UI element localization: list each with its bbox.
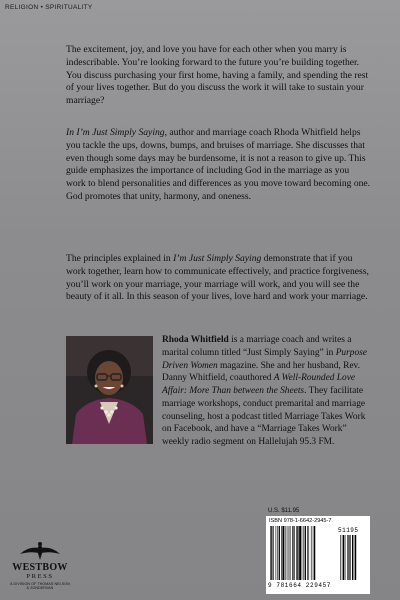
book-title-italic: In I’m Just Simply Saying	[66, 127, 165, 138]
blurb-paragraph-2: In I’m Just Simply Saying, author and marriage coach Rhoda Whitfield helps you tackle the ups, downs, bumps, and bruises of marriage. She discusses that even though some days may be burdensome, it is not a reason to give up. This guide emphasizes the importance of including God in the marriage as you work to blend personalities and differences as you move toward becoming one. God promotes that unity, harmony, and oneness.	[66, 127, 371, 202]
price-label: U.S. $11.95	[268, 508, 300, 514]
category-label: RELIGION • SPIRITUALITY	[5, 4, 93, 11]
publisher-name: WESTBOW	[12, 562, 68, 573]
publisher-sub: PRESS	[26, 573, 54, 580]
publisher-emblem-icon	[6, 540, 74, 564]
coauthored-book-title: A Well-Rounded Love Affair: More Than between the Sheets	[162, 373, 356, 397]
author-name: Rhoda Whitfield	[162, 335, 229, 345]
blurb-paragraph-3: The principles explained in I’m Just Simply Saying demonstrate that if you work together, learn how to communicate effectively, and practice forgiveness, you’ll work on your marriage, your marriage will work, and you will see the beauty of it all. In this season of your lives, love hard and work your marriage.	[66, 253, 369, 303]
publisher-tagline: A DIVISION OF THOMAS NELSON & ZONDERVAN	[10, 582, 70, 591]
barcode-bars-icon	[268, 526, 368, 582]
isbn-barcode	[266, 516, 370, 594]
isbn-text: ISBN 978-1-6642-2945-7	[269, 518, 332, 524]
publisher-logo	[6, 540, 74, 598]
barcode-digits: 9 781664 229457	[268, 582, 332, 589]
magazine-title: Purpose Driven Women	[162, 347, 367, 371]
blurb-paragraph-1: The excitement, joy, and love you have for each other when you marry is indescribable. You’re looking forward to the future you’re building together. You discuss purchasing your first home, having a family, and spending the rest of your lives together. But do you discuss the work it will take to sustain your marriage?	[66, 44, 369, 106]
author-photo	[66, 336, 153, 444]
book-title-italic: I’m Just Simply Saying	[173, 253, 262, 264]
author-bio: Rhoda Whitfield is a marriage coach and writes a marital column titled “Just Simply Saying” in Purpose Driven Women magazine. She and her husband, Rev. Danny Whitfield, coauthored A Well-Rounded Love Affair: More Than between the Sheets. They facilitate marriage workshops, conduct premarital and marriage counseling, host a podcast titled Marriage Takes Work on Facebook, and have a “Marriage Takes Work” weekly radio segment on Hallelujah 95.3 FM.	[162, 335, 367, 448]
barcode-addon-digits: 51195	[338, 527, 359, 534]
